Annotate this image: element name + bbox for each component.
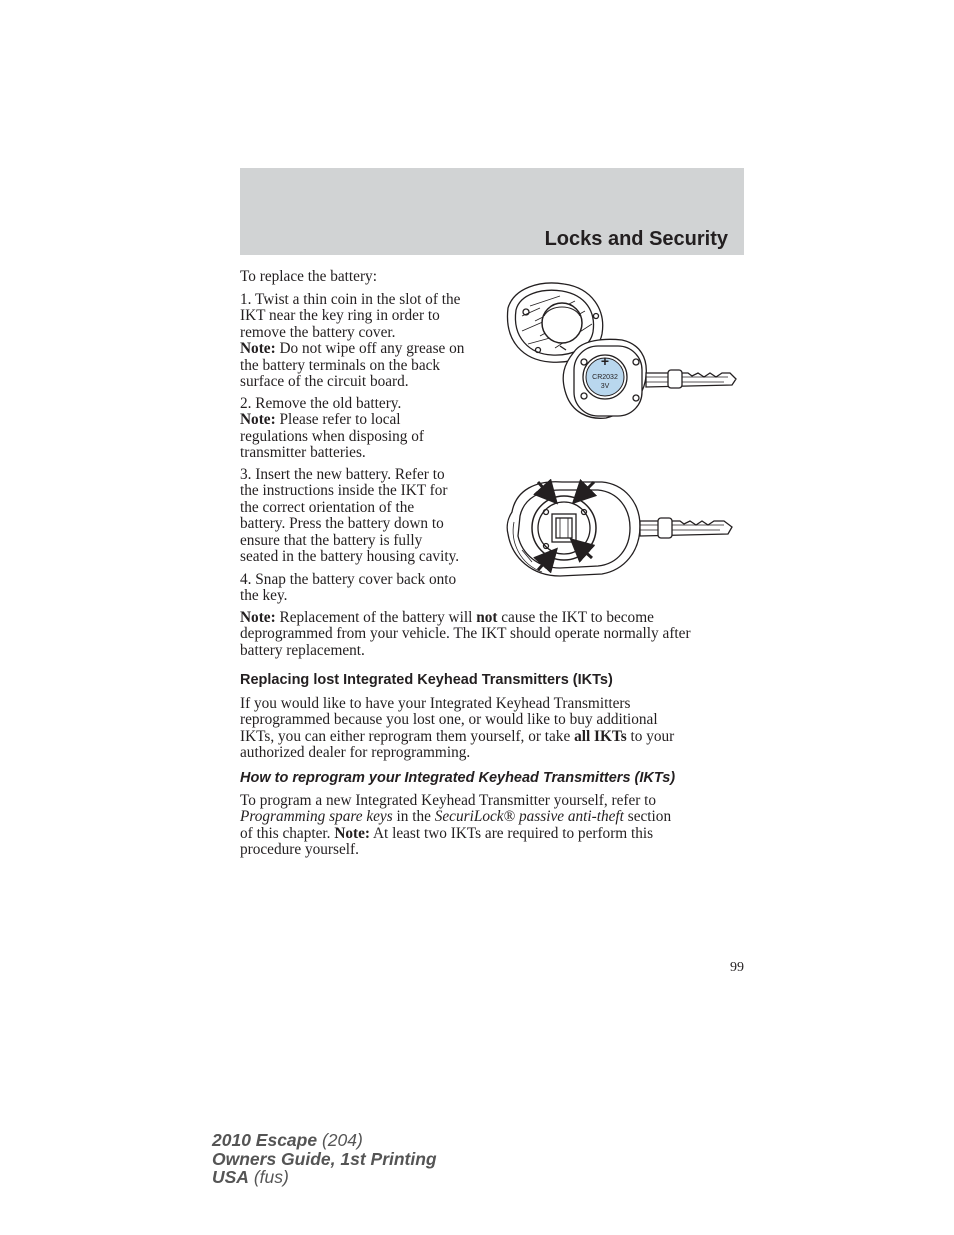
how-to-reprogram-text: To program a new Integrated Keyhead Transmitter yourself, refer to Programming spare keys in the SecuriLock® passive anti-theft section of this chapter. Note: At least two IKTs are required to perform this procedure yourself. — [240, 792, 672, 859]
step-3-line: seated in the battery housing cavity. — [240, 548, 460, 566]
step-3-line: battery. Press the battery down to — [240, 515, 444, 533]
step-1-line: 1. Twist a thin coin in the slot of the — [240, 291, 461, 308]
step-3-line: the correct orientation of the — [240, 498, 415, 516]
key-battery-housing-illustration — [502, 472, 748, 584]
step-2-note: Note: Please refer to local — [240, 411, 401, 429]
step-3 — [240, 467, 459, 565]
key-battery-cover-illustration — [500, 276, 748, 426]
heading-replacing-lost-ikts: Replacing lost Integrated Keyhead Transmitters (IKTs) — [240, 672, 613, 688]
step-2 — [240, 396, 424, 462]
step-1 — [240, 292, 464, 390]
step-1-line: IKT near the key ring in order to — [240, 307, 440, 325]
heading-how-to-reprogram: How to reprogram your Integrated Keyhead Transmitters (IKTs) — [240, 770, 676, 786]
step-1-note-line: surface of the circuit board. — [240, 373, 409, 391]
battery-replacement-note: Note: Replacement of the battery will not cause the IKT to become deprogrammed from your vehicle. The IKT should operate normally after battery replacement. — [240, 609, 691, 659]
section-title: Locks and Security — [544, 228, 728, 250]
battery-voltage-label: 3V — [600, 383, 610, 390]
section-header-band — [240, 168, 744, 255]
intro-text: To replace the battery: — [240, 268, 377, 285]
step-1-note: Note: Do not wipe off any grease on — [240, 340, 465, 358]
step-3-line: the instructions inside the IKT for — [240, 482, 448, 500]
replacing-lost-ikts-text: If you would like to have your Integrated Keyhead Transmitters reprogrammed because you lost one, or would like to buy additional IKTs, you can either reprogram them yourself, or take all IKTs to your authorized dealer for reprogramming. — [240, 695, 675, 762]
step-4-line: 4. Snap the battery cover back onto — [240, 571, 457, 588]
step-4-line: the key. — [240, 587, 288, 605]
step-4 — [240, 572, 456, 605]
step-2-note-line: transmitter batteries. — [240, 444, 366, 462]
page-number: 99 — [730, 960, 744, 975]
step-1-line: remove the battery cover. — [240, 323, 396, 341]
step-3-line: ensure that the battery is fully — [240, 531, 423, 549]
step-3-line: 3. Insert the new battery. Refer to — [240, 466, 445, 483]
step-1-note-line: the battery terminals on the back — [240, 356, 441, 374]
battery-model-label: CR2032 — [592, 374, 618, 381]
step-2-line: 2. Remove the old battery. — [240, 395, 402, 412]
battery-plus-label: + — [600, 353, 610, 369]
step-2-note-line: regulations when disposing of — [240, 427, 424, 445]
document-footer: 2010 Escape (204) Owners Guide, 1st Printing USA (fus) — [212, 1130, 437, 1187]
